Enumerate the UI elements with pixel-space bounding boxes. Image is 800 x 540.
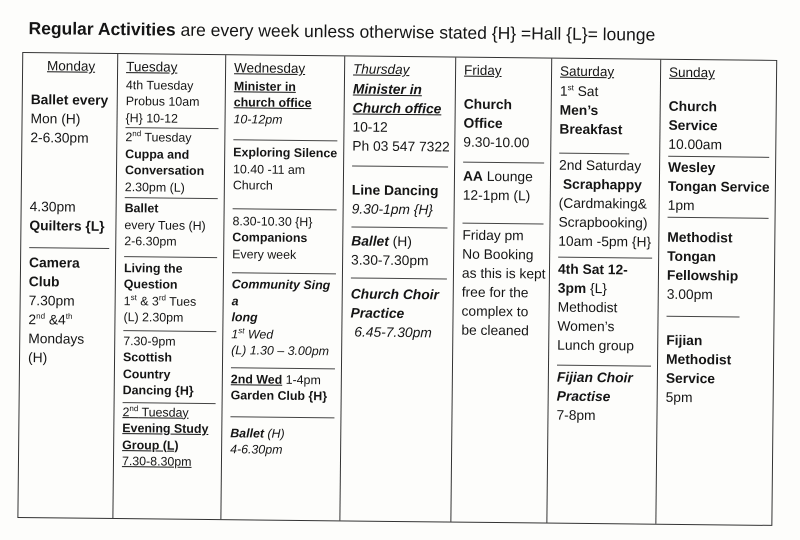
tuesday-cuppa-time: 2.30pm (L)	[124, 179, 185, 195]
saturday-scrap-desc-2: Scrapbooking)	[558, 214, 648, 231]
sunday-service-title-1: Church	[668, 98, 718, 114]
monday-camera	[28, 253, 109, 368]
column-friday	[451, 58, 552, 523]
tuesday-evening-title-1: Evening Study	[122, 421, 209, 437]
heading-friday: Friday	[464, 62, 502, 79]
tuesday-evening-when: 2nd Tuesday	[122, 403, 189, 420]
sunday-fijian-time: 5pm	[665, 389, 693, 405]
heading-thursday: Thursday	[353, 61, 410, 78]
monday-camera-title-2: Club	[28, 273, 60, 289]
tuesday-ballet-title: Ballet	[124, 201, 159, 216]
monday-ballet-when: Mon (H)	[30, 110, 81, 127]
friday-office-time: 9.30-10.00	[463, 134, 530, 150]
wednesday-silence-title: Exploring Silence	[233, 145, 338, 161]
monday-quilters-title: Quilters {L}	[29, 217, 105, 234]
friday-nobooking-2: No Booking	[462, 246, 534, 262]
tuesday-cuppa-title-2: Conversation	[124, 163, 205, 178]
wednesday-sing-time: (L) 1.30 – 3.00pm	[231, 343, 330, 359]
thursday-ballet-time: 3.30-7.30pm	[351, 251, 429, 268]
column-tuesday	[113, 54, 226, 519]
friday-nobooking	[461, 225, 546, 340]
column-thursday	[340, 56, 456, 521]
friday-nobooking-3: as this is kept	[461, 265, 546, 282]
tuesday-living-time: (L) 2.30pm	[123, 310, 184, 325]
column-wednesday	[221, 55, 345, 520]
sunday-service-title-2: Service	[668, 117, 718, 133]
sunday-service-time: 10.00am	[668, 136, 723, 152]
thursday-ballet-title: Ballet (H)	[351, 232, 412, 249]
weekly-table	[17, 52, 777, 526]
tuesday-scottish	[123, 333, 217, 400]
friday-aa	[463, 166, 544, 205]
saturday-divider-3	[557, 364, 651, 366]
wednesday-divider-2	[233, 208, 337, 210]
title-lead: Regular Activities	[28, 18, 176, 40]
thursday-choir-time: 6.45-7.30pm	[354, 324, 432, 340]
sunday-tongan-time: 1pm	[667, 197, 695, 213]
friday-aa-title: AA Lounge	[462, 168, 533, 184]
thursday-choir-title-1: Church Choir	[350, 285, 439, 302]
wednesday-minister-title-1: Minister in	[233, 78, 296, 94]
tuesday-evening-title-2: Group (L)	[122, 437, 179, 453]
heading-wednesday: Wednesday	[234, 60, 306, 76]
tuesday-ballet	[124, 200, 218, 250]
saturday-women	[557, 259, 652, 355]
wednesday-silence	[233, 144, 338, 195]
tuesday-living-when: 1st & 3rd Tues	[123, 292, 197, 309]
saturday-mens	[559, 81, 654, 139]
wednesday-minister-time: 10-12pm	[233, 111, 283, 127]
friday-nobooking-4: free for the	[461, 284, 529, 300]
thursday-divider-3	[351, 277, 447, 279]
wednesday-garden-when: 2nd Wed 1-4pm	[230, 371, 321, 387]
saturday-divider-1	[559, 152, 629, 154]
column-sunday	[656, 60, 776, 525]
tuesday-cuppa	[125, 129, 219, 196]
tuesday-divider-4	[123, 330, 216, 332]
monday-quilters	[29, 197, 109, 236]
wednesday-companions-when: Every week	[232, 246, 297, 262]
monday-camera-weeks: 2nd &4th	[28, 311, 73, 328]
wednesday-sing-title-2: long	[231, 310, 258, 325]
monday-camera-title-1: Camera	[28, 254, 80, 271]
tuesday-ballet-time: 2-6.30pm	[124, 234, 177, 249]
sunday-fijian-title-1: Fijian	[666, 332, 703, 348]
monday-camera-time: 7.30pm	[28, 292, 75, 309]
monday-camera-days: Mondays	[28, 330, 85, 347]
saturday-mens-title-2: Breakfast	[559, 121, 623, 137]
wednesday-ballet-time: 4-6.30pm	[230, 442, 283, 457]
tuesday-cuppa-title-1: Cuppa and	[125, 146, 190, 162]
thursday-line-title: Line Dancing	[351, 181, 439, 198]
wednesday-garden-title: Garden Club {H}	[230, 388, 328, 404]
friday-divider-2	[462, 222, 543, 224]
tuesday-living-title-1: Living the	[123, 260, 183, 276]
wednesday-companions-time: 8.30-10.30 {H}	[232, 213, 313, 229]
wednesday-divider-1	[233, 139, 337, 141]
sunday-fellowship-title-3: Fellowship	[666, 267, 739, 284]
tuesday-scottish-title-3: Dancing {H}	[122, 383, 194, 398]
saturday-mens-when: 1st Sat	[559, 82, 599, 99]
tuesday-ballet-when: every Tues (H)	[124, 217, 206, 233]
page-title	[28, 18, 748, 47]
thursday-ballet	[351, 231, 447, 270]
sunday-fellowship-title-2: Tongan	[667, 248, 717, 264]
wednesday-ballet	[230, 425, 334, 459]
sunday-tongan-title-2: Tongan Service	[667, 178, 770, 195]
sunday-tongan	[668, 157, 770, 215]
saturday-scrap-time: 10am -5pm {H}	[558, 233, 652, 250]
column-saturday	[547, 59, 661, 524]
saturday-fijian-time: 7-8pm	[556, 407, 596, 423]
wednesday-sing	[231, 276, 336, 360]
saturday-women-time: 3pm {L}	[557, 280, 608, 296]
saturday-scrap-title: Scraphappy	[562, 176, 642, 193]
tuesday-scottish-time: 7.30-9pm	[123, 333, 176, 349]
monday-ballet-title: Ballet every	[30, 91, 109, 108]
thursday-office	[352, 79, 449, 156]
monday-ballet	[30, 90, 111, 148]
heading-tuesday: Tuesday	[126, 59, 178, 75]
title-rest: are every week unless otherwise stated {H} =Hall {L}= lounge	[175, 19, 656, 45]
thursday-office-title-2: Church office	[352, 99, 442, 116]
friday-aa-time: 12-1pm (L)	[462, 187, 531, 203]
thursday-office-time: 10-12	[352, 118, 388, 135]
wednesday-companions	[232, 213, 337, 264]
saturday-fijian	[556, 367, 651, 425]
friday-office-title-2: Office	[463, 115, 503, 131]
friday-nobooking-5: complex to	[461, 303, 529, 319]
sunday-service	[668, 96, 770, 154]
sunday-divider-2	[668, 216, 769, 218]
saturday-women-title-2: Women’s	[557, 318, 615, 334]
monday-quilters-time: 4.30pm	[29, 198, 76, 215]
saturday-scrap-desc-1: (Cardmaking&	[558, 195, 647, 212]
tuesday-living	[123, 260, 217, 327]
saturday-fijian-title-2: Practise	[556, 388, 611, 404]
wednesday-minister-title-2: church office	[233, 95, 312, 111]
friday-office	[463, 94, 545, 152]
wednesday-minister	[233, 78, 338, 129]
tuesday-divider-2	[125, 197, 218, 199]
tuesday-probus-title: Probus 10am	[125, 94, 200, 109]
heading-monday: Monday	[47, 58, 96, 74]
friday-divider-1	[463, 161, 544, 163]
wednesday-divider-3	[232, 272, 336, 274]
wednesday-divider-5	[230, 416, 334, 418]
tuesday-probus	[125, 77, 219, 127]
saturday-scrap-when: 2nd Saturday	[559, 157, 642, 174]
sunday-fellowship	[667, 227, 769, 304]
tuesday-scottish-title-1: Scottish	[122, 350, 173, 365]
wednesday-divider-4	[231, 367, 335, 369]
wednesday-sing-title-1: Community Sing a	[231, 277, 331, 308]
thursday-divider-2	[351, 226, 447, 228]
monday-ballet-time: 2-6.30pm	[30, 129, 89, 146]
tuesday-evening	[122, 404, 216, 471]
thursday-office-title-1: Minister in	[352, 80, 422, 97]
monday-camera-venue: (H)	[27, 349, 48, 365]
sunday-fijian-title-3: Service	[665, 370, 716, 386]
friday-office-title-1: Church	[463, 96, 513, 112]
saturday-scrap	[558, 155, 653, 251]
thursday-line-time: 9.30-1pm {H}	[351, 200, 434, 217]
wednesday-sing-when: 1st Wed	[231, 325, 274, 342]
sunday-fijian-title-2: Methodist	[666, 351, 732, 367]
sunday-tongan-title-1: Wesley	[668, 159, 716, 175]
saturday-fijian-title-1: Fijian Choir	[556, 369, 633, 385]
wednesday-ballet-title: Ballet (H)	[230, 425, 285, 441]
tuesday-probus-time: {H} 10-12	[125, 110, 179, 126]
saturday-women-title-1: Methodist	[557, 299, 618, 315]
tuesday-evening-time: 7.30-8.30pm	[121, 454, 192, 469]
heading-saturday: Saturday	[560, 63, 615, 80]
thursday-line	[352, 180, 448, 219]
tuesday-cuppa-when: 2nd Tuesday	[125, 129, 192, 145]
wednesday-garden	[231, 371, 335, 405]
sunday-fellowship-time: 3.00pm	[666, 286, 713, 302]
heading-sunday: Sunday	[669, 64, 715, 81]
column-monday	[18, 53, 118, 518]
saturday-women-title-3: Lunch group	[557, 337, 635, 353]
saturday-divider-2	[558, 256, 652, 258]
friday-nobooking-6: be cleaned	[461, 322, 529, 338]
saturday-women-when: 4th Sat 12-	[557, 261, 628, 277]
wednesday-silence-venue: Church	[232, 178, 273, 193]
thursday-choir-title-2: Practice	[350, 304, 405, 321]
friday-nobooking-1: Friday pm	[462, 227, 524, 243]
thursday-choir	[350, 284, 447, 342]
sunday-fijian	[666, 330, 768, 407]
saturday-mens-title-1: Men’s	[559, 102, 599, 118]
sunday-fellowship-title-1: Methodist	[667, 229, 733, 245]
monday-divider	[29, 247, 109, 249]
tuesday-living-title-2: Question	[123, 277, 178, 292]
wednesday-silence-time: 10.40 -11 am	[232, 161, 306, 177]
thursday-office-phone: Ph 03 547 7322	[352, 137, 450, 155]
wednesday-companions-title: Companions	[232, 230, 308, 246]
sunday-divider-3	[667, 315, 740, 317]
thursday-divider-1	[352, 165, 448, 167]
tuesday-scottish-title-2: Country	[122, 366, 171, 382]
tuesday-divider-3	[124, 256, 217, 258]
tuesday-probus-when: 4th Tuesday	[125, 77, 194, 93]
